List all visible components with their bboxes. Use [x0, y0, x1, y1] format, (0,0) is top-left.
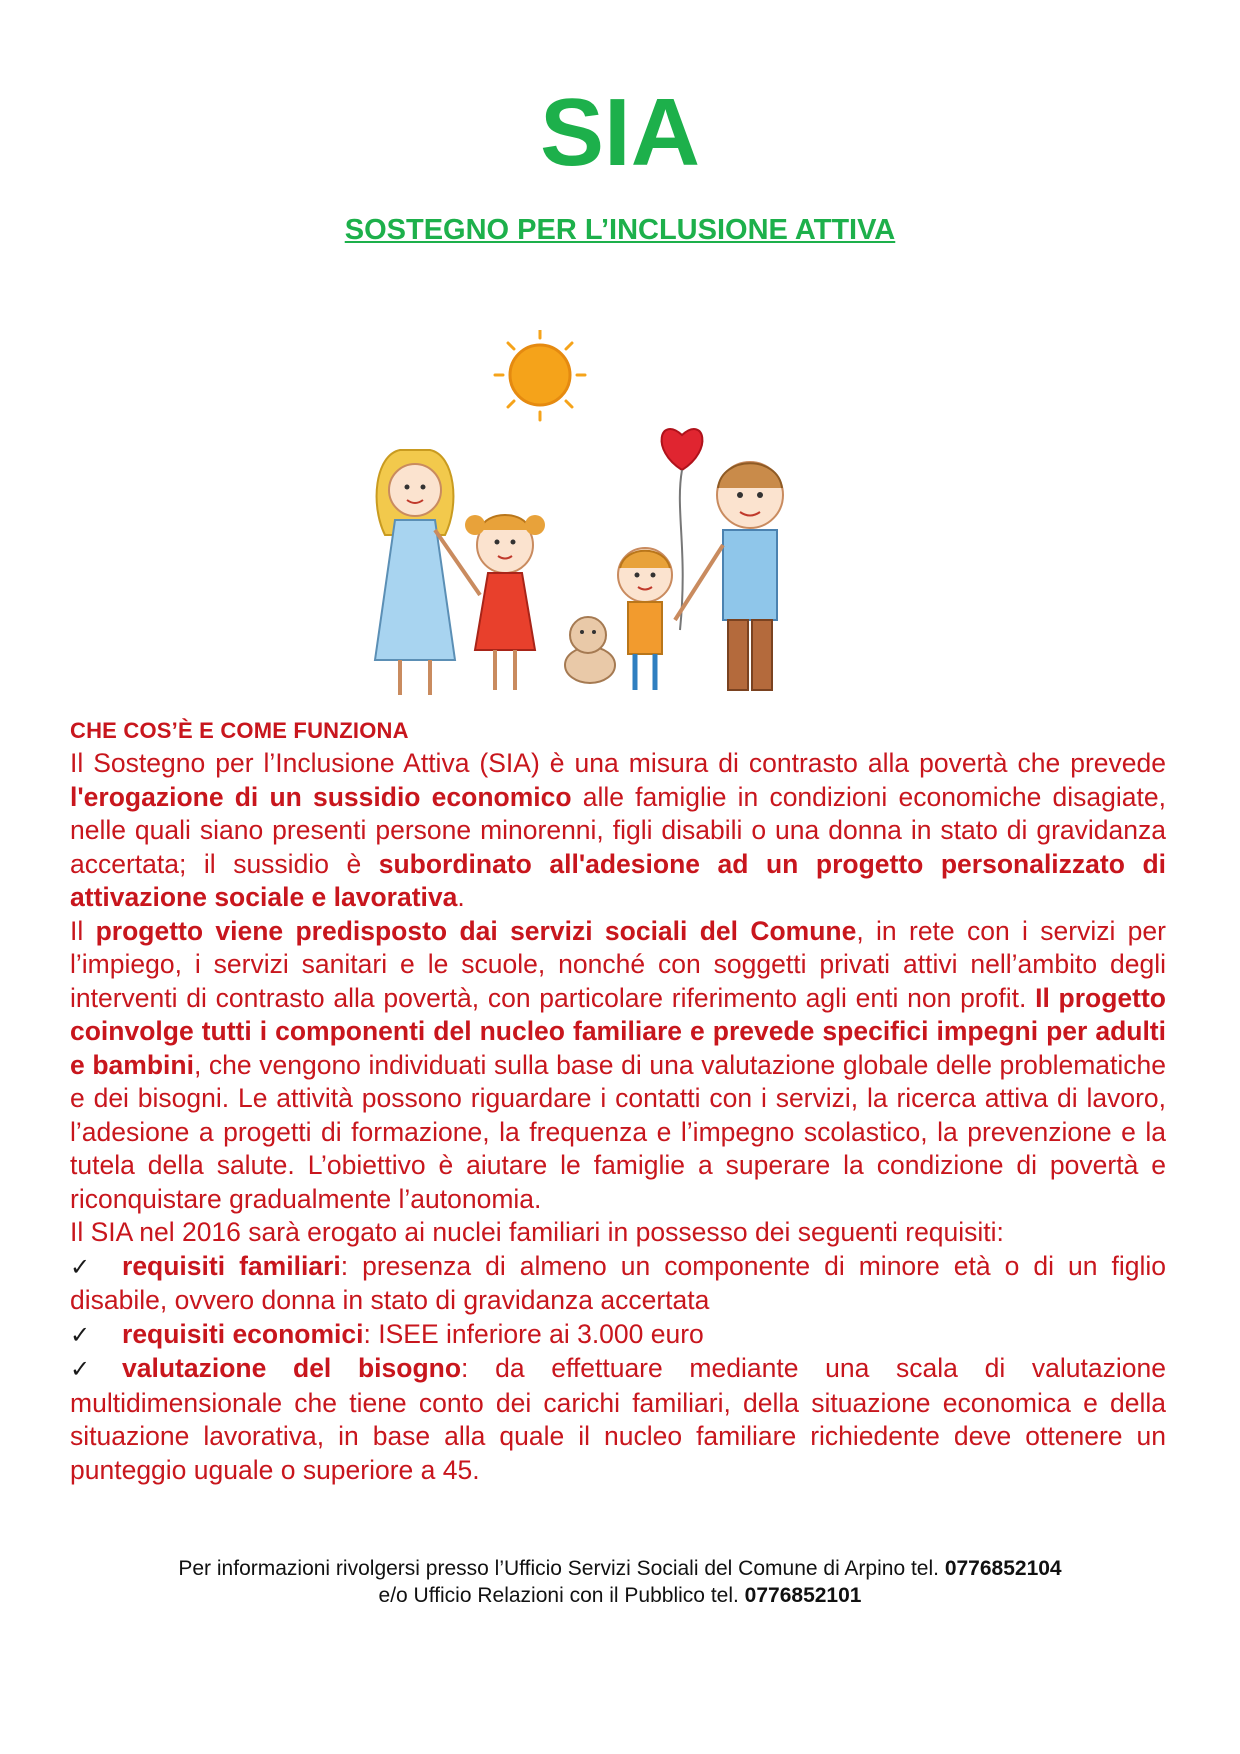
page-subtitle: SOSTEGNO PER L’INCLUSIONE ATTIVA: [344, 214, 896, 246]
footer-phone-1: 0776852104: [944, 1557, 1062, 1580]
footer-line-2: [0, 1582, 1240, 1609]
boy-figure: [618, 548, 672, 690]
footer-line-2-text: e/o Ufficio Relazioni con il Pubblico tel.: [378, 1584, 745, 1607]
sun-icon: [495, 330, 585, 420]
requirement-text: : presenza di almeno un componente di minore età o di un figlio disabile, ovvero donna in stato di gravidanza accertata: [70, 1250, 1166, 1315]
father-figure: [675, 462, 783, 690]
requirement-label: requisiti familiari: [122, 1250, 341, 1281]
footer-contacts: [0, 1555, 1240, 1609]
checkmark-icon: ✓: [70, 1252, 91, 1281]
p2-text-2: , in rete con i servizi per l’impiego, i servizi sanitari e le scuole, nonché con soggetti privati attivi nell’ambito degli interventi di contrasto alla povertà, con particolare riferimento agli enti non profit.: [70, 915, 1166, 1013]
checkmark-icon: ✓: [70, 1355, 91, 1383]
requirement-item: [70, 1250, 1166, 1318]
p2-text-3: , che vengono individuati sulla base di una valutazione globale delle problematiche e dei bisogni. Le attività possono riguardare i contatti con i servizi, la ricerca attiva di lavoro, l’adesione a progetti di formazione, la frequenza e l’impegno scolastico, la prevenzione e la tutela della salute. L’obiettivo è aiutare le famiglie a superare la condizione di povertà e riconquistare gradualmente l’autonomia.: [70, 1049, 1166, 1214]
footer-line-1: [0, 1555, 1240, 1582]
body-text: [70, 747, 1166, 1487]
family-drawing-illustration: [330, 330, 890, 710]
paragraph-what-is-sia: [70, 747, 1166, 915]
mother-figure: [375, 450, 480, 695]
p1-text-1: Il Sostegno per l’Inclusione Attiva (SIA) è una misura di contrasto alla povertà che prevede: [70, 748, 1166, 778]
requirement-item: [70, 1318, 1166, 1353]
footer-phone-2: 0776852101: [744, 1584, 862, 1607]
p1-bold-2: subordinato all'adesione ad un progetto personalizzato di attivazione sociale e lavorativa: [70, 848, 1166, 912]
footer-line-1-text: Per informazioni rivolgersi presso l’Ufficio Servizi Sociali del Comune di Arpino tel.: [178, 1557, 945, 1580]
p1-bold-1: l'erogazione di un sussidio economico: [70, 781, 572, 812]
dog-figure: [565, 617, 615, 683]
p2-bold-1: progetto viene predisposto dai servizi sociali del Comune: [95, 915, 857, 946]
section-heading: CHE COS’È E COME FUNZIONA: [70, 718, 409, 743]
paragraph-project: [70, 915, 1166, 1217]
p2-bold-2: Il progetto coinvolge tutti i componenti del nucleo familiare e prevede specifici impegni per adulti e bambini: [70, 982, 1166, 1080]
requirement-label: requisiti economici: [122, 1318, 364, 1349]
p1-text-3: .: [457, 882, 465, 912]
p2-text-1: Il: [70, 915, 96, 946]
girl-figure: [465, 515, 545, 690]
paragraph-requirements-intro: Il SIA nel 2016 sarà erogato ai nuclei familiari in possesso dei seguenti requisiti:: [70, 1217, 1004, 1247]
heart-balloon-icon: [662, 429, 703, 630]
p1-text-2: alle famiglie in condizioni economiche disagiate, nelle quali siano presenti persone minorenni, figli disabili o una donna in stato di gravidanza accertata; il sussidio è: [70, 781, 1166, 879]
requirement-item: [70, 1352, 1166, 1487]
requirement-label: valutazione del bisogno: [122, 1353, 462, 1383]
checkmark-icon: ✓: [70, 1320, 91, 1349]
requirement-text: : ISEE inferiore ai 3.000 euro: [363, 1318, 704, 1349]
requirement-text: : da effettuare mediante una scala di valutazione multidimensionale che tiene conto dei carichi familiari, della situazione economica e della situazione lavorativa, in base alla quale il nucleo familiare richiedente deve ottenere un punteggio uguale o superiore a 45.: [70, 1353, 1166, 1485]
page-title: SIA: [539, 79, 701, 186]
